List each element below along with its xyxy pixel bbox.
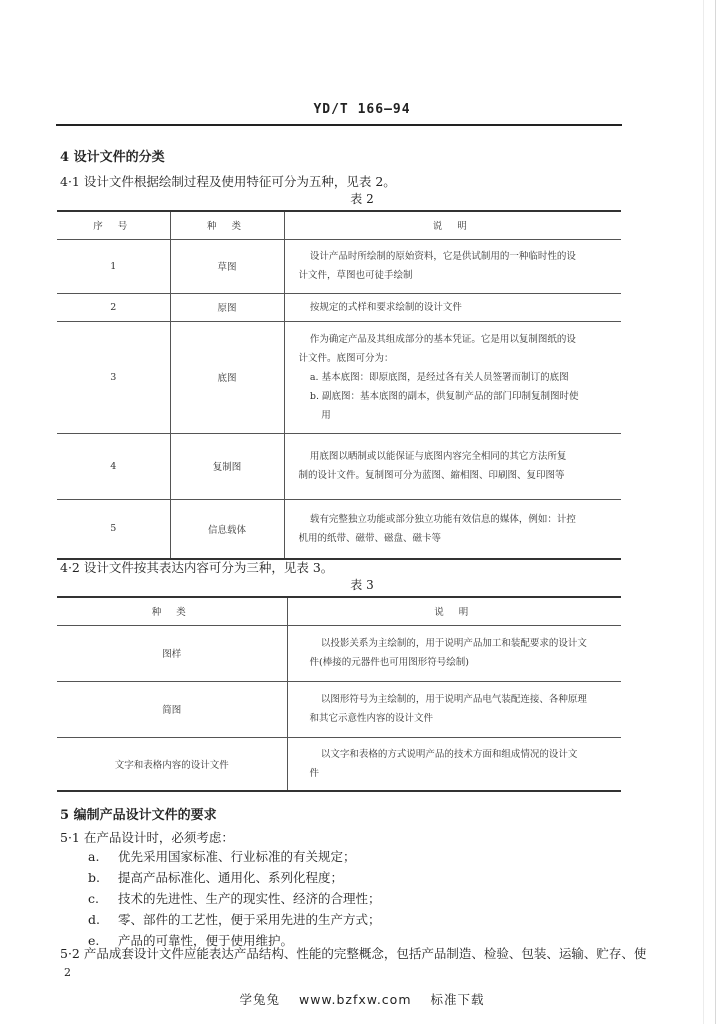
table-row (57, 737, 621, 791)
row-kind: 信息载体 (170, 499, 284, 559)
scan-edge-line (715, 0, 716, 1024)
section-4-heading: 4 设计文件的分类 (60, 150, 165, 165)
column-header: 序 号 (57, 211, 170, 239)
footer-url[interactable]: www.bzfxw.com (298, 992, 412, 1007)
scan-edge-line (703, 0, 704, 1024)
list-item: d. 零、部件的工艺性，便于采用先进的生产方式； (88, 912, 381, 927)
row-number: 3 (57, 321, 170, 433)
table-2 (57, 210, 621, 560)
row-description: 以投影关系为主绘制的，用于说明产品加工和装配要求的设计文 件(棒接的元器件也可用图形符号绘制) (287, 625, 621, 681)
section-5-heading: 5 编制产品设计文件的要求 (60, 808, 217, 823)
row-number: 4 (57, 433, 170, 499)
list-item: e. 产品的可靠性，便于使用维护。 (88, 933, 294, 948)
row-kind: 复制图 (170, 433, 284, 499)
row-description: 以图形符号为主绘制的，用于说明产品电气装配连接、各种原理 和其它示意性内容的设计文件 (287, 681, 621, 737)
paragraph-5-2: 5·2 产品成套设计文件应能表达产品结构、性能的完整概念，包括产品制造、检验、包装、运输、贮存、使 (60, 946, 647, 961)
row-description: 按规定的式样和要求绘制的设计文件 (284, 293, 621, 321)
row-kind: 简图 (57, 681, 287, 737)
table-row (57, 239, 621, 293)
row-number: 5 (110, 523, 117, 535)
table-header-row (57, 597, 621, 625)
table-3 (57, 596, 621, 792)
column-header: 种 类 (57, 597, 287, 625)
table-header-row (57, 211, 621, 239)
requirements-list (88, 846, 381, 951)
column-header: 种 类 (170, 211, 284, 239)
row-description: 载有完整独立功能或部分独立功能有效信息的媒体，例如：计控 机用的纸带、磁带、磁盘、磁卡等 (284, 499, 621, 559)
paragraph-4-1: 4·1 设计文件根据绘制过程及使用特征可分为五种，见表 2。 (60, 174, 396, 189)
row-kind: 原图 (170, 293, 284, 321)
row-kind: 文字和表格内容的设计文件 (114, 759, 229, 771)
table-row (57, 293, 621, 321)
table-row (57, 681, 621, 737)
row-description: 设计产品时所绘制的原始资料，它是供试制用的一种临时性的设 计文件，草图也可徒手绘制 (284, 239, 621, 293)
footer-site-name: 学兔兔 (239, 992, 280, 1007)
row-kind: 草图 (170, 239, 284, 293)
row-description: 作为确定产品及其组成部分的基本凭证。它是用以复制图纸的设 计文件。底图可分为： a. 基本底图：即原底图，是经过各有关人员签署而制订的底图 b. 副底图：基本底图的副本，供复制产品的部门印制复制图时使 用 (284, 321, 621, 433)
row-description: 以文字和表格的方式说明产品的技术方面和组成情况的设计文 件 (287, 737, 621, 791)
table-row (57, 321, 621, 433)
column-header: 说 明 (284, 211, 621, 239)
page-number: 2 (64, 966, 71, 979)
table-3-caption: 表 3 (350, 578, 374, 592)
list-item: b. 提高产品标准化、通用化、系列化程度； (88, 870, 344, 885)
footer-watermark (0, 990, 724, 1008)
row-description: 用底图以晒制或以能保证与底图内容完全相同的其它方法所复 制的设计文件。复制图可分为蓝图、縮相图、印刷图、复印图等 (284, 433, 621, 499)
column-header: 说 明 (287, 597, 621, 625)
footer-tagline: 标准下载 (430, 992, 485, 1007)
row-number: 1 (57, 239, 170, 293)
row-number: 2 (57, 293, 170, 321)
row-kind: 底图 (170, 321, 284, 433)
paragraph-5-1: 5·1 在产品设计时，必须考虑： (60, 830, 234, 845)
header-rule (56, 124, 622, 126)
list-item: c. 技术的先进性、生产的现实性、经济的合理性； (88, 891, 381, 906)
list-item: a. 优先采用国家标准、行业标准的有关规定； (88, 849, 356, 864)
table-2-caption: 表 2 (350, 192, 374, 206)
table-row (57, 499, 621, 559)
row-kind: 图样 (57, 625, 287, 681)
paragraph-4-2: 4·2 设计文件按其表达内容可分为三种，见表 3。 (60, 560, 334, 575)
table-row (57, 625, 621, 681)
standard-code-header: YD/T 166—94 (313, 102, 411, 117)
table-row (57, 433, 621, 499)
